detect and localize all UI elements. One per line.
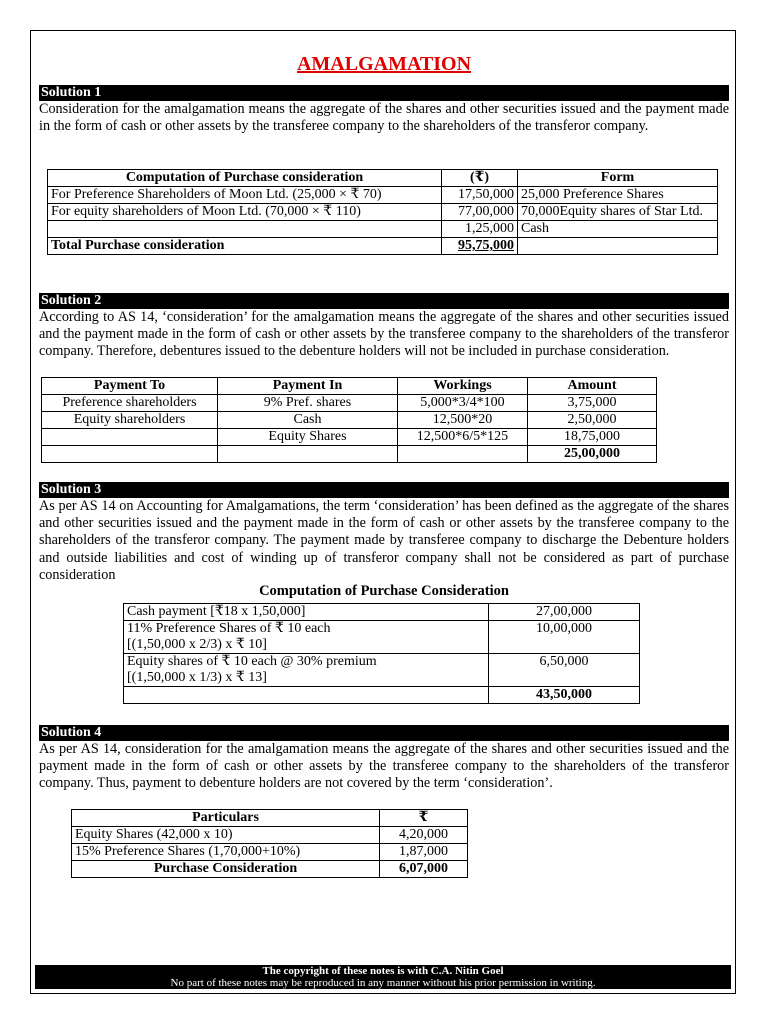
cell: Equity shareholders bbox=[42, 412, 218, 429]
cell bbox=[518, 238, 718, 255]
col-header: Payment In bbox=[218, 378, 398, 395]
cell: Preference shareholders bbox=[42, 395, 218, 412]
solution-3-text: As per AS 14 on Accounting for Amalgamations, the term ‘consideration’ has been defined as the aggregate of the shares and other securities issued and the payment made in the form of cash or other assets by the transferee company to the shareholders of the transferor company. The payment made by transferee company to discharge the Debenture holders and outside liabilities and cost of winding up of transferor company shall not be considered as part of purchase consideration bbox=[39, 498, 729, 583]
solution-2-text: According to AS 14, ‘consideration’ for the amalgamation means the aggregate of the shares and other securities issued and the payment made in the form of cash or other assets by the transferee company to the shareholders of the transferor company. Therefore, debentures issued to the debenture holders will not be included in purchase consideration. bbox=[39, 309, 729, 360]
cell: For Preference Shareholders of Moon Ltd. (25,000 × ₹ 70) bbox=[48, 187, 442, 204]
table-row bbox=[42, 395, 657, 412]
solution-2-table bbox=[41, 377, 657, 463]
total-value: 95,75,000 bbox=[442, 238, 518, 255]
solution-4-text: As per AS 14, consideration for the amalgamation means the aggregate of the shares and other securities issued and the payment made in the form of cash or other assets by the transferee company to the shareholders of the transferor company. Thus, payment to debenture holders are not covered by the term ‘consideration’. bbox=[39, 741, 729, 792]
solution-4-heading: Solution 4 bbox=[39, 725, 729, 741]
row-label: 11% Preference Shares of ₹ 10 each bbox=[127, 621, 331, 636]
page-frame bbox=[30, 30, 736, 994]
cell: 2,50,000 bbox=[528, 412, 657, 429]
col-header: Payment To bbox=[42, 378, 218, 395]
col-header: Computation of Purchase consideration bbox=[48, 170, 442, 187]
total-row bbox=[124, 687, 640, 704]
total-label: Total Purchase consideration bbox=[48, 238, 442, 255]
cell bbox=[124, 687, 489, 704]
total-value: 25,00,000 bbox=[528, 446, 657, 463]
cell: 25,000 Preference Shares bbox=[518, 187, 718, 204]
copyright-footer bbox=[35, 965, 731, 989]
total-row bbox=[72, 861, 468, 878]
cell: Equity Shares bbox=[218, 429, 398, 446]
cell: 9% Pref. shares bbox=[218, 395, 398, 412]
cell: 15% Preference Shares (1,70,000+10%) bbox=[72, 844, 380, 861]
cell bbox=[124, 654, 489, 687]
solution-1-table bbox=[47, 169, 718, 255]
solution-4-table bbox=[71, 809, 468, 878]
total-label: Purchase Consideration bbox=[72, 861, 380, 878]
col-header: Amount bbox=[528, 378, 657, 395]
solution-1-heading: Solution 1 bbox=[39, 85, 729, 101]
cell bbox=[42, 429, 218, 446]
col-header: ₹ bbox=[380, 810, 468, 827]
table-row bbox=[48, 187, 718, 204]
table-header-row bbox=[42, 378, 657, 395]
cell: 27,00,000 bbox=[489, 604, 640, 621]
col-header: Workings bbox=[398, 378, 528, 395]
cell: 12,500*6/5*125 bbox=[398, 429, 528, 446]
table-header-row bbox=[72, 810, 468, 827]
cell bbox=[124, 604, 489, 621]
row-label: Cash payment [₹18 x 1,50,000] bbox=[127, 604, 306, 619]
permission-notice: No part of these notes may be reproduced in any manner without his prior permission in writing. bbox=[170, 977, 596, 989]
cell: 18,75,000 bbox=[528, 429, 657, 446]
table-row bbox=[124, 654, 640, 687]
cell bbox=[42, 446, 218, 463]
table-row bbox=[42, 412, 657, 429]
cell: 6,50,000 bbox=[489, 654, 640, 687]
table-row bbox=[48, 221, 718, 238]
cell: 12,500*20 bbox=[398, 412, 528, 429]
cell: 5,000*3/4*100 bbox=[398, 395, 528, 412]
copyright-line: The copyright of these notes is with C.A. Nitin Goel bbox=[262, 965, 504, 977]
cell: 4,20,000 bbox=[380, 827, 468, 844]
cell: 10,00,000 bbox=[489, 621, 640, 654]
solution-1-text: Consideration for the amalgamation means the aggregate of the shares and other securities issued and the payment made in the form of cash or other assets by the transferee company to the shareholders of the transferor company. bbox=[39, 101, 729, 135]
col-header: (₹) bbox=[442, 170, 518, 187]
row-label: Equity shares of ₹ 10 each @ 30% premium bbox=[127, 654, 377, 669]
table-row bbox=[124, 621, 640, 654]
cell bbox=[48, 221, 442, 238]
table-row bbox=[72, 827, 468, 844]
page-title: AMALGAMATION bbox=[296, 53, 472, 75]
col-header: Form bbox=[518, 170, 718, 187]
table-row bbox=[48, 204, 718, 221]
total-value: 6,07,000 bbox=[380, 861, 468, 878]
cell: 1,25,000 bbox=[442, 221, 518, 238]
row-sublabel: [(1,50,000 x 1/3) x ₹ 13] bbox=[127, 670, 267, 685]
cell bbox=[398, 446, 528, 463]
col-header: Particulars bbox=[72, 810, 380, 827]
total-value: 43,50,000 bbox=[489, 687, 640, 704]
solution-2-heading: Solution 2 bbox=[39, 293, 729, 309]
table-row bbox=[124, 604, 640, 621]
table-row bbox=[42, 429, 657, 446]
solution-3-subtitle: Computation of Purchase Consideration bbox=[259, 583, 509, 599]
cell: 3,75,000 bbox=[528, 395, 657, 412]
total-row bbox=[48, 238, 718, 255]
solution-3-heading: Solution 3 bbox=[39, 482, 729, 498]
cell: For equity shareholders of Moon Ltd. (70,000 × ₹ 110) bbox=[48, 204, 442, 221]
row-sublabel: [(1,50,000 x 2/3) x ₹ 10] bbox=[127, 637, 267, 652]
cell: 17,50,000 bbox=[442, 187, 518, 204]
cell bbox=[218, 446, 398, 463]
cell: Equity Shares (42,000 x 10) bbox=[72, 827, 380, 844]
cell bbox=[124, 621, 489, 654]
cell: 70,000Equity shares of Star Ltd. bbox=[518, 204, 718, 221]
solution-3-table bbox=[123, 603, 640, 704]
total-row bbox=[42, 446, 657, 463]
table-row bbox=[72, 844, 468, 861]
cell: Cash bbox=[518, 221, 718, 238]
cell: 1,87,000 bbox=[380, 844, 468, 861]
cell: 77,00,000 bbox=[442, 204, 518, 221]
cell: Cash bbox=[218, 412, 398, 429]
table-header-row bbox=[48, 170, 718, 187]
